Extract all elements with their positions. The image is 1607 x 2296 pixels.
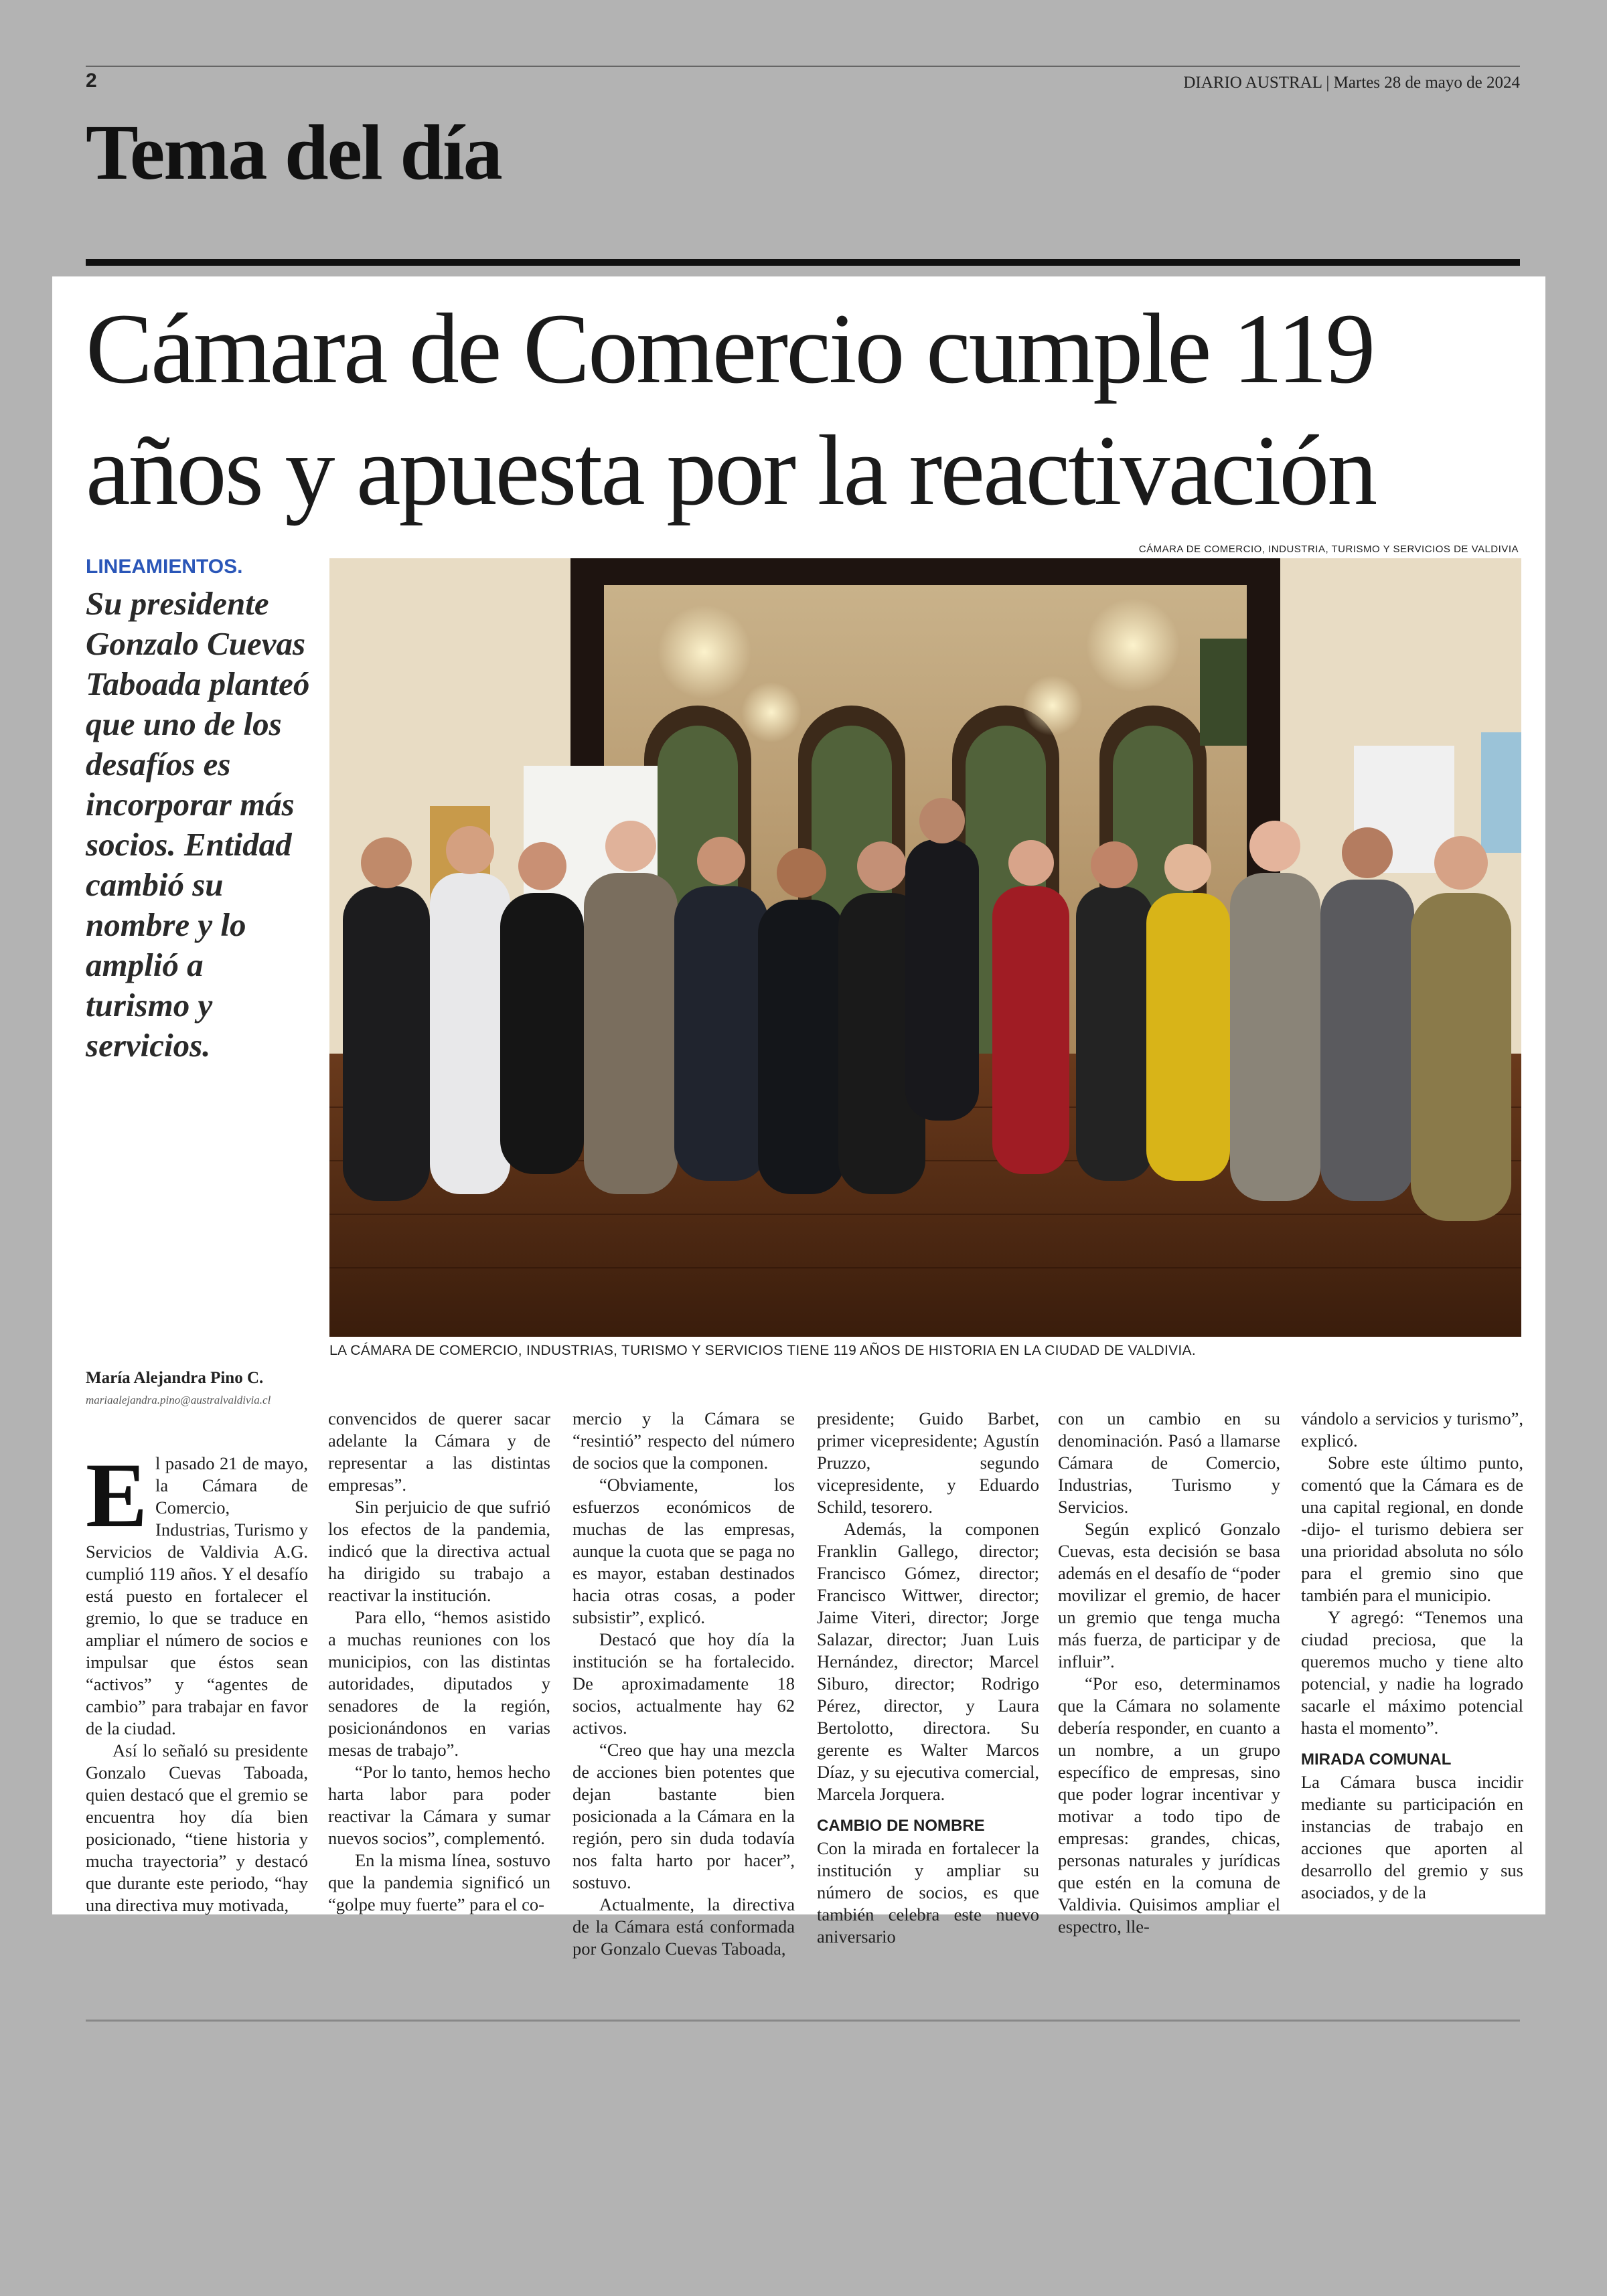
body-column-4 [817,1408,1039,1948]
paragraph: Actualmente, la directiva de la Cámara está conformada por Gonzalo Cuevas Taboada, [572,1894,795,1959]
page-number: 2 [86,70,97,92]
headline: Cámara de Comercio cumple 119 años y apuesta por la reactivación [86,293,1376,526]
body-column-6 [1301,1408,1523,1904]
publication-name: DIARIO AUSTRAL [1183,74,1322,92]
paragraph: convencidos de querer sacar adelante la Cámara y de representar a las distintas empresas”. [328,1408,550,1495]
photo-caption: LA CÁMARA DE COMERCIO, INDUSTRIAS, TURISMO Y SERVICIOS TIENE 119 AÑOS DE HISTORIA EN LA CIUDAD DE VALDIVIA. [329,1343,1196,1358]
publication-info [1183,74,1520,92]
kicker: LINEAMIENTOS. [86,556,243,578]
paragraph: mercio y la Cámara se “resintió” respecto del número de socios que la componen. [572,1408,795,1473]
deck: Su presidente Gonzalo Cuevas Taboada planteó que uno de los desafíos es incorporar más socios. Entidad cambió su nombre y lo amplió a turismo y servicios. [86,585,310,1064]
paragraph: Así lo señaló su presidente Gonzalo Cuevas Taboada, quien destacó que el gremio se encuentra hoy día bien posicionado, “tiene historia y mucha trayectoria” y destacó que durante este periodo, “hay una directiva muy motivada, [86,1740,308,1915]
publication-date: Martes 28 de mayo de 2024 [1333,74,1520,92]
dropcap: E [86,1444,148,1546]
paragraph: Para ello, “hemos asistido a muchas reuniones con los municipios, con las distintas autoridades, diputados y senadores de la región, posicionándonos en varias mesas de trabajo”. [328,1607,550,1760]
paragraph: presidente; Guido Barbet, primer vicepresidente; Agustín Pruzzo, segundo vicepresidente, y Eduardo Schild, tesorero. [817,1408,1039,1517]
byline: María Alejandra Pino C. [86,1369,264,1387]
paragraph: Según explicó Gonzalo Cuevas, esta decisión se basa además en el desafío de “poder movilizar el gremio, de hacer un gremio que tenga mucha más fuerza, de participar y de influir”. [1058,1519,1280,1671]
subhead-mirada-comunal: MIRADA COMUNAL [1301,1750,1452,1769]
paragraph: “Obviamente, los esfuerzos económicos de muchas de las empresas, aunque la cuota que se paga no es mayor, estaban destinados hacia otras cosas, a poder subsistir”, explicó. [572,1475,795,1627]
paragraph: con un cambio en su denominación. Pasó a llamarse Cámara de Comercio, Industrias, Turismo y Servicios. [1058,1408,1280,1517]
paragraph: Sobre este último punto, comentó que la Cámara es de una capital regional, en donde -dijo- el turismo debiera ser una prioridad absoluta no sólo para el gremio sino que también para el municipio. [1301,1453,1523,1605]
paragraph: Destacó que hoy día la institución se ha fortalecido. De aproximadamente 18 socios, actualmente hay 62 activos. [572,1629,795,1738]
paragraph: Y agregó: “Tenemos una ciudad preciosa, que la queremos mucho y tiene alto potencial, y nadie ha logrado sacarle el máximo potencial hasta el momento”. [1301,1607,1523,1738]
paragraph: La Cámara busca incidir mediante su participación en instancias de trabajo en acciones que aporten al desarrollo del gremio y sus asociados, y de la [1301,1772,1523,1902]
section-title: Tema del día [86,108,502,196]
author-email: mariaalejandra.pino@australvaldivia.cl [86,1394,271,1406]
section-rule [86,259,1520,266]
group-photo [329,558,1521,1337]
body-column-1 [86,1444,308,1916]
paragraph: “Por lo tanto, hemos hecho harta labor para poder reactivar la Cámara y sumar nuevos socios”, complementó. [328,1762,550,1848]
photo-credit: CÁMARA DE COMERCIO, INDUSTRIA, TURISMO Y SERVICIOS DE VALDIVIA [1138,544,1519,555]
paragraph: “Por eso, determinamos que la Cámara no solamente debería responder, en cuanto a un nombre, a un grupo específico de empresas, sino que poder lograr incentivar y motivar a todo tipo de empresas: grandes, chicas, personas naturales y jurídicas que estén en la comuna de Valdivia. Quisimos ampliar el espectro, lle- [1058,1673,1280,1937]
body-column-2 [328,1408,550,1916]
body-column-3 [572,1408,795,1960]
group-photo-illustration [329,558,1521,1337]
paragraph: vándolo a servicios y turismo”, explicó. [1301,1408,1523,1451]
paragraph: En la misma línea, sostuvo que la pandemia significó un “golpe muy fuerte” para el co- [328,1850,550,1914]
paragraph: l pasado 21 de mayo, la Cámara de Comercio, Industrias, Turismo y Servicios de Valdivia A.G. cumplió 119 años. Y el desafío está puesto en fortalecer el gremio, lo que se traduce en ampliar el número de socios e impulsar que éstos sean “activos” y “agentes de cambio” para trabajar en favor de la ciudad. [86,1453,308,1738]
subhead-cambio-de-nombre: CAMBIO DE NOMBRE [817,1817,985,1835]
paragraph: “Creo que hay una mezcla de acciones bien potentes que dejan bastante bien posicionada a la Cámara en la región, pero sin duda todavía nos falta harto por hacer”, sostuvo. [572,1740,795,1892]
paragraph: Además, la componen Franklin Gallego, director; Francisco Gómez, director; Francisco Wittwer, director; Jaime Viteri, director; Jorge Salazar, director; Juan Luis Hernández, director; Marcel Siburo, director; Rodrigo Pérez, director, y Laura Bertolotto, directora. Su gerente es Walter Marcos Díaz, y su ejecutiva comercial, Marcela Jorquera. [817,1519,1039,1804]
paragraph: Con la mirada en fortalecer la institución y ampliar su número de socios, es que también celebra este nuevo aniversario [817,1838,1039,1947]
footer-rule [86,2020,1520,2022]
header-rule [86,66,1520,67]
body-column-5 [1058,1408,1280,1938]
separator: | [1326,74,1330,92]
paragraph: Sin perjuicio de que sufrió los efectos de la pandemia, indicó que la directiva actual ha dirigido su trabajo a reactivar la institución. [328,1497,550,1605]
